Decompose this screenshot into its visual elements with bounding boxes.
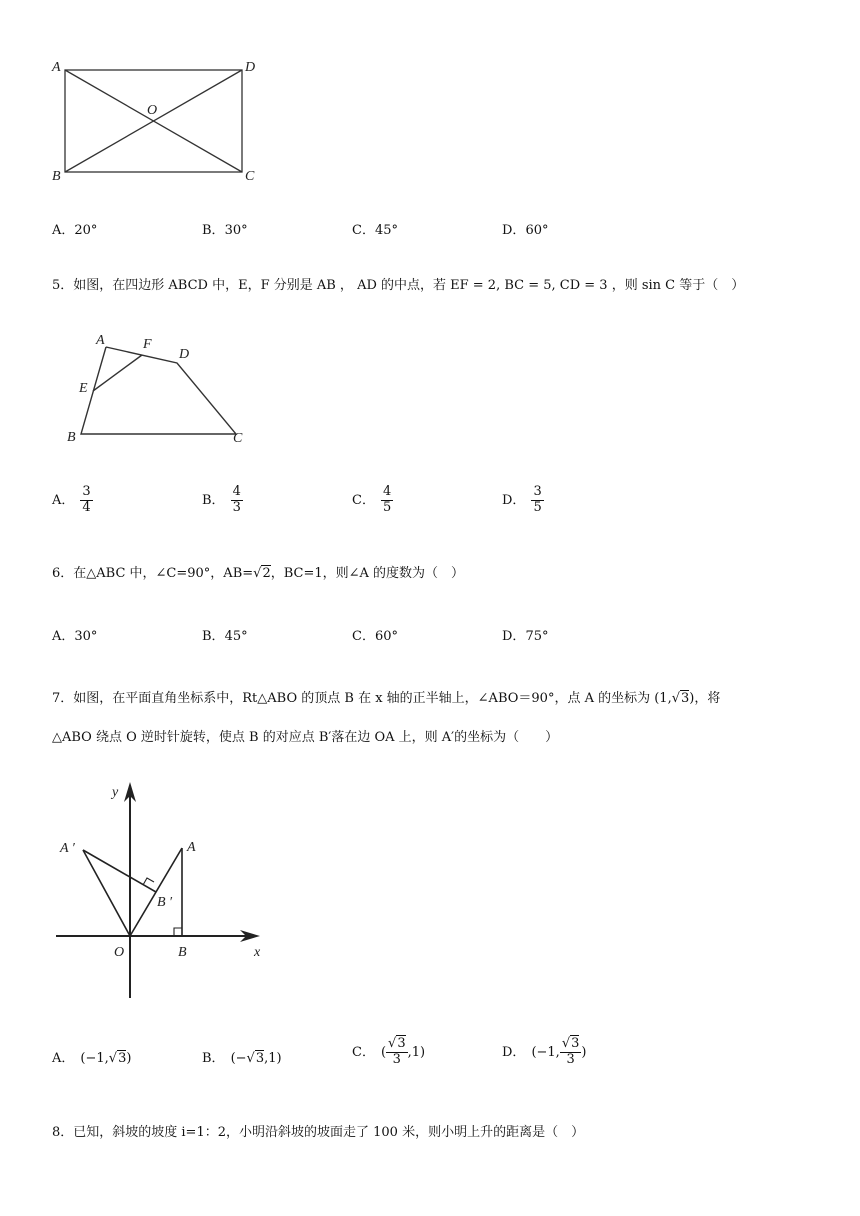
q7-option-b[interactable] (202, 1047, 282, 1066)
q7-label-b: B (178, 945, 187, 960)
option-label: D． (502, 492, 526, 508)
q5-option-d[interactable] (502, 485, 544, 516)
q7-option-d[interactable] (502, 1037, 586, 1068)
numerator (560, 1037, 582, 1053)
q4-label-a: A (52, 60, 61, 75)
option-value: 20° (74, 223, 98, 238)
numerator: 3 (82, 484, 91, 499)
q4-label-o: O (147, 103, 158, 118)
q7-line1-pre: 7．如图，在平面直角坐标系中，Rt△ABO 的顶点 B 在 x 轴的正半轴上，∠ABO＝90°，点 A 的坐标为 (1, (52, 691, 672, 706)
option-label: D． (502, 1044, 526, 1060)
numerator: 3 (533, 484, 542, 499)
option-post: ,1) (264, 1051, 282, 1066)
option-label: C． (352, 223, 375, 238)
option-pre: (−1, (80, 1051, 109, 1066)
q7-coordinate-figure (50, 778, 280, 1000)
q5-option-c[interactable] (352, 485, 393, 516)
option-fraction (231, 485, 243, 516)
option-label: B． (202, 629, 225, 644)
numerator-sqrt: 3 (397, 1036, 406, 1051)
q7-line1-sqrt: 3 (681, 691, 690, 706)
q7-label-a-prime: A ′ (60, 841, 75, 856)
q5-quadrilateral-figure (60, 330, 260, 450)
q6-question-text (52, 562, 464, 581)
q7-label-o: O (114, 945, 125, 960)
sqrt-sign: √ (108, 1051, 118, 1066)
denominator: 3 (566, 1051, 575, 1067)
q5-label-c: C (233, 431, 243, 446)
option-label: C． (352, 629, 375, 644)
q6-option-c[interactable] (352, 625, 398, 644)
option-label: C． (352, 1044, 375, 1060)
option-label: C． (352, 492, 375, 508)
q6-sqrt-arg: 2 (262, 566, 271, 581)
q7-question-line2: △ABO 绕点 O 逆时针旋转，使点 B 的对应点 B′落在边 OA 上，则 A′的坐标为（ ） (52, 730, 559, 745)
q6-text-post: ，BC=1，则∠A 的度数为（ ） (270, 566, 465, 581)
option-sqrt: 3 (255, 1051, 265, 1066)
q4-rectangle-figure (48, 56, 268, 186)
option-fraction (80, 485, 92, 516)
option-fraction (381, 485, 393, 516)
sqrt-sign: √ (561, 1036, 571, 1051)
sqrt-sign: √ (253, 566, 262, 581)
denominator: 5 (533, 499, 542, 515)
q4-option-c[interactable] (352, 219, 398, 238)
q7-label-b-prime: B ′ (157, 895, 173, 910)
numerator: 4 (382, 484, 392, 499)
q7-line1-post: )，将 (689, 691, 721, 706)
option-label: A． (52, 492, 75, 508)
option-fraction (560, 1037, 582, 1068)
option-value: 75° (525, 629, 549, 644)
q5-label-b: B (67, 430, 76, 445)
q5-option-a[interactable] (52, 485, 93, 516)
option-label: A． (52, 223, 75, 238)
denominator: 4 (82, 499, 91, 515)
option-pre: (− (230, 1051, 247, 1066)
q4-label-b: B (52, 169, 61, 184)
option-label: D． (502, 223, 526, 238)
q5-question-text: 5．如图，在四边形 ABCD 中，E，F 分别是 AB ， AD 的中点，若 EF = 2, BC = 5, CD = 3 ，则 sin C 等于（ ） (52, 278, 745, 293)
sqrt-sign: √ (388, 1036, 397, 1051)
option-post: ) (581, 1044, 587, 1060)
numerator: 4 (232, 484, 241, 499)
q4-label-c: C (245, 169, 255, 184)
denominator: 3 (392, 1051, 401, 1067)
q7-label-a: A (187, 840, 196, 855)
q8-question-text: 8．已知，斜坡的坡度 i=1：2，小明沿斜坡的坡面走了 100 米，则小明上升的距离是（ ） (52, 1125, 585, 1140)
q6-text-pre: 6．在△ABC 中，∠C=90°，AB= (52, 566, 254, 581)
numerator (386, 1037, 408, 1053)
open-paren: ( (380, 1044, 387, 1060)
option-label: B． (202, 223, 225, 238)
q6-option-a[interactable] (52, 625, 97, 644)
q7-label-y: y (112, 785, 119, 800)
option-value: 60° (374, 629, 398, 644)
option-label: D． (502, 629, 526, 644)
denominator: 5 (382, 499, 392, 515)
q5-label-a: A (96, 333, 105, 348)
option-pre: (−1, (531, 1044, 560, 1060)
option-value: 30° (224, 223, 248, 238)
option-fraction (386, 1037, 408, 1068)
option-value: 45° (224, 629, 248, 644)
option-label: A． (52, 629, 75, 644)
sqrt-sign: √ (671, 691, 680, 706)
q4-option-a[interactable] (52, 219, 97, 238)
sqrt-sign: √ (246, 1051, 255, 1066)
option-post: ) (126, 1051, 132, 1066)
q7-label-x: x (254, 945, 261, 960)
q7-question-line1 (52, 687, 720, 706)
q7-option-c[interactable] (352, 1037, 425, 1068)
q7-option-a[interactable] (52, 1047, 131, 1066)
option-label: B． (202, 1051, 225, 1066)
option-label: A． (52, 1051, 75, 1066)
q5-option-b[interactable] (202, 485, 243, 516)
q5-label-e: E (79, 381, 88, 396)
q6-option-b[interactable] (202, 625, 248, 644)
numerator-sqrt: 3 (571, 1036, 580, 1051)
q4-option-b[interactable] (202, 219, 248, 238)
option-value: 45° (374, 223, 398, 238)
option-fraction (531, 485, 543, 516)
option-post: ,1) (407, 1044, 426, 1060)
q4-label-d: D (245, 60, 256, 75)
denominator: 3 (232, 499, 241, 515)
option-sqrt: 3 (118, 1051, 127, 1066)
q5-label-d: D (179, 347, 190, 362)
option-value: 30° (74, 629, 98, 644)
option-label: B． (202, 492, 225, 508)
option-value: 60° (525, 223, 549, 238)
q4-option-d[interactable] (502, 219, 548, 238)
q6-option-d[interactable] (502, 625, 548, 644)
q5-label-f: F (143, 337, 152, 352)
